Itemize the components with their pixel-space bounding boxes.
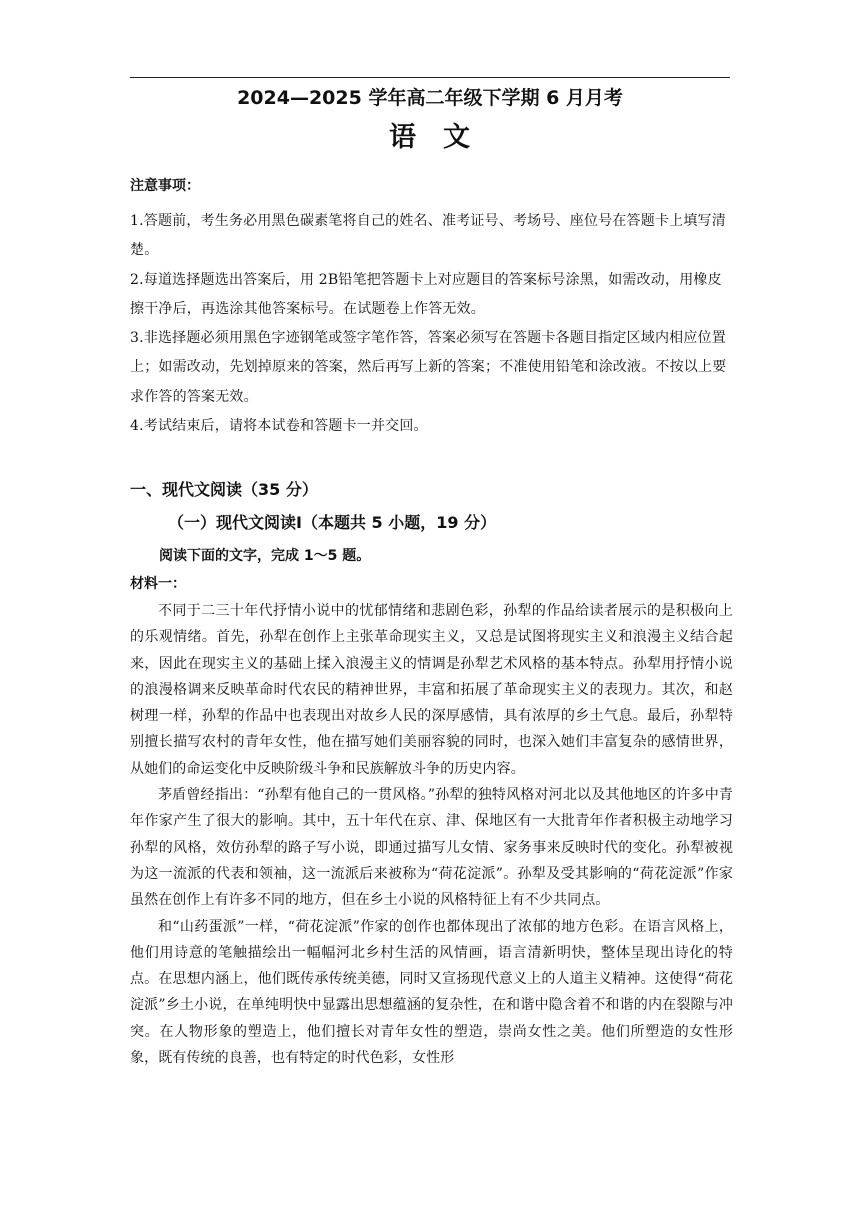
- exam-title: 2024—2025 学年高二年级下学期 6 月月考: [237, 87, 623, 109]
- subsection-heading: （一）现代文阅读Ⅰ（本题共 5 小题，19 分）: [168, 513, 497, 532]
- subject-char-1: 语: [389, 122, 417, 153]
- notice-item: 2.每道选择题选出答案后，用 2B铅笔把答题卡上对应题目的答案标号涂黑，如需改动，用橡皮擦干净后，再选涂其他答案标号。在试题卷上作答无效。: [130, 271, 722, 317]
- header-rule: [130, 77, 730, 78]
- notice-item: 3.非选择题必须用黑色字迹钢笔或签字笔作答，答案必须写在答题卡各题目指定区域内相应位置上；如需改动，先划掉原来的答案，然后再写上新的答案；不准使用铅笔和涂改液。不按以上要求作答的答案无效。: [130, 330, 727, 405]
- material-label: 材料一：: [130, 576, 186, 592]
- notice-item: 1.答题前，考生务必用黑色碳素笔将自己的姓名、准考证号、考场号、座位号在答题卡上填写清楚。: [130, 213, 726, 259]
- section-heading: 一、现代文阅读（35 分）: [130, 480, 318, 499]
- paragraph: 茅盾曾经指出：“孙犁有他自己的一贯风格。”孙犁的独特风格对河北以及其他地区的许多中青年作家产生了很大的影响。其中，五十年代在京、津、保地区有一大批青年作者积极主动地学习孙犁的风格，效仿孙犁的路子写小说，即通过描写儿女情、家务事来反映时代的变化。孙犁被视为这一流派的代表和领袖，这一流派后来被称为“荷花淀派”。孙犁及受其影响的“荷花淀派”作家虽然在创作上有许多不同的地方，但在乡土小说的风格特征上有不少共同点。: [130, 787, 733, 909]
- material-text: [130, 598, 733, 1071]
- paragraph: 和“山药蛋派”一样，“荷花淀派”作家的创作也都体现出了浓郁的地方色彩。在语言风格上，他们用诗意的笔触描绘出一幅幅河北乡村生活的风情画，语言清新明快，整体呈现出诗化的特点。在思想内涵上，他们既传承传统美德，同时又宣扬现代意义上的人道主义精神。这使得“荷花淀派”乡土小说，在单纯明快中显露出思想蕴涵的复杂性，在和谐中隐含着不和谐的内在裂隙与冲突。在人物形象的塑造上，他们擅长对青年女性的塑造，崇尚女性之美。他们所塑造的女性形象，既有传统的良善，也有特定的时代色彩，女性形: [130, 918, 733, 1067]
- notice-heading: 注意事项：: [130, 178, 200, 194]
- notice-item: 4.考试结束后，请将本试卷和答题卡一并交回。: [130, 418, 428, 435]
- reading-instruction: 阅读下面的文字，完成 1～5 题。: [159, 548, 371, 564]
- notice-list: [130, 207, 732, 441]
- subject-title: [130, 118, 730, 158]
- subject-char-2: 文: [443, 122, 471, 153]
- paragraph: 不同于二三十年代抒情小说中的忧郁情绪和悲剧色彩，孙犁的作品给读者展示的是积极向上的乐观情绪。首先，孙犁在创作上主张革命现实主义，又总是试图将现实主义和浪漫主义结合起来，因此在现实主义的基础上揉入浪漫主义的情调是孙犁艺术风格的基本特点。孙犁用抒情小说的浪漫格调来反映革命时代农民的精神世界，丰富和拓展了革命现实主义的表现力。其次，和赵树理一样，孙犁的作品中也表现出对故乡人民的深厚感情，具有浓厚的乡土气息。最后，孙犁特别擅长描写农村的青年女性，他在描写她们美丽容貌的同时，也深入她们丰富复杂的感情世界，从她们的命运变化中反映阶级斗争和民族解放斗争的历史内容。: [130, 603, 733, 777]
